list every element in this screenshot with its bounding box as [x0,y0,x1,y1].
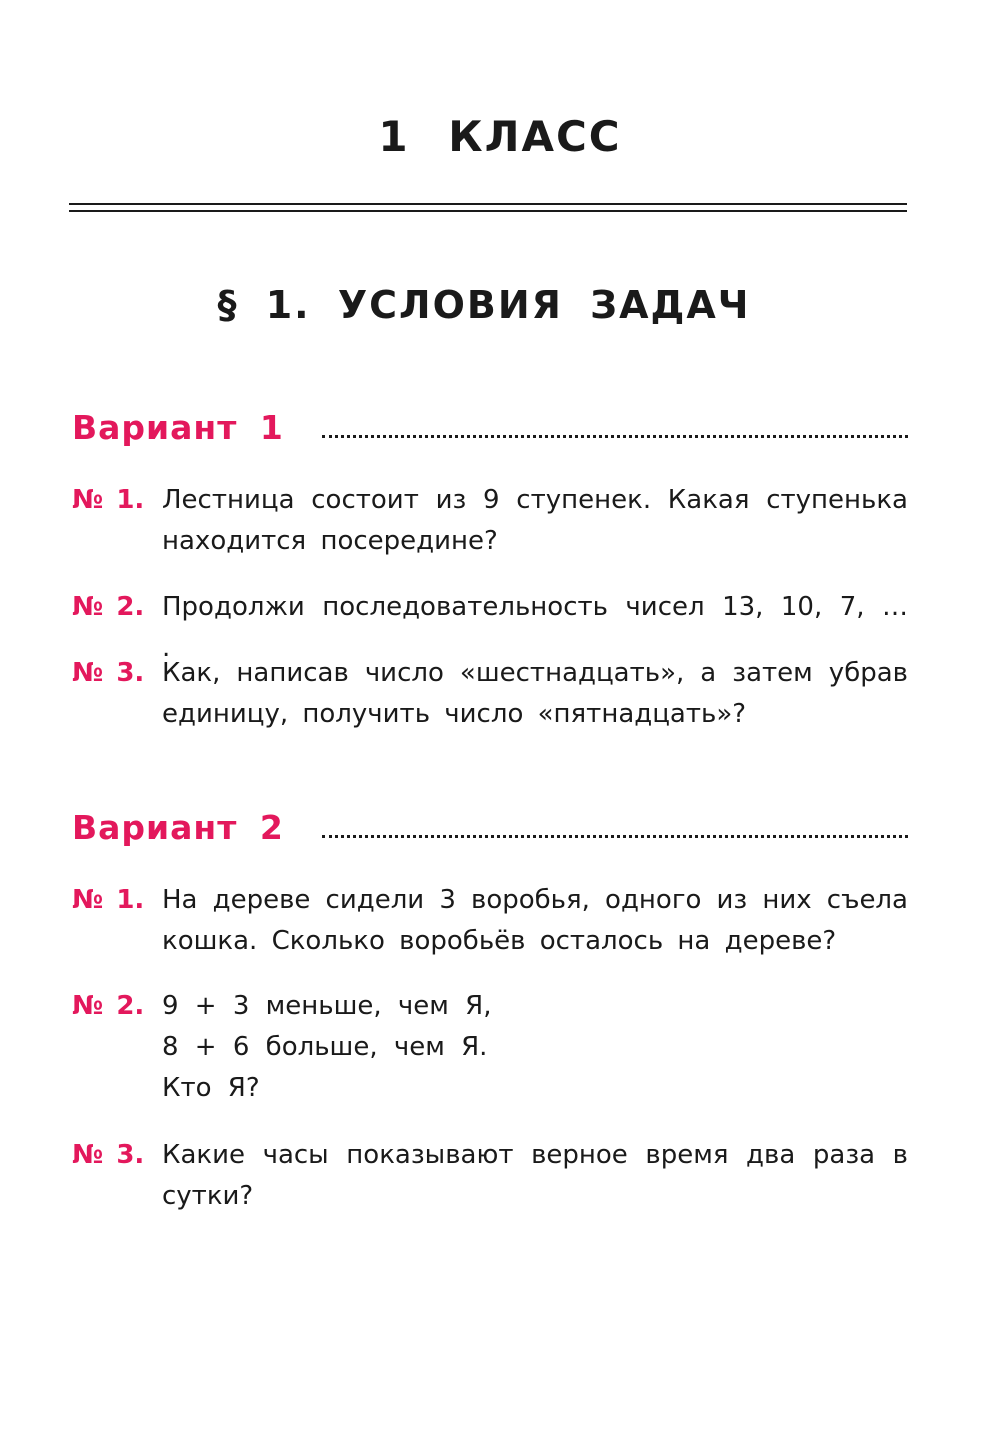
problem-number: № 3. [72,658,145,688]
dotted-leader [322,435,908,438]
variant-1-header [72,403,908,447]
variant-2-problem-2 [72,986,908,1109]
problem-text: Лестница состоит из 9 ступенек. Какая ступенька находится посередине? [162,485,908,556]
variant-2-problem-1 [72,880,908,962]
variant-1-problem-3 [72,653,908,735]
problem-number: № 1. [72,485,145,515]
variant-2-problem-3 [72,1135,908,1217]
variant-2-label: Вариант 2 [72,808,284,847]
problem-number: № 1. [72,885,145,915]
dotted-leader [322,835,908,838]
title-divider [69,203,907,212]
problem-line: 9 + 3 меньше, чем Я, [162,991,492,1021]
grade-title: 1 КЛАСС [378,112,622,161]
problem-line: Кто Я? [162,1073,260,1103]
section-title: § 1. УСЛОВИЯ ЗАДАЧ [217,283,751,327]
problem-number: № 2. [72,592,145,622]
problem-text: Как, написав число «шестнадцать», а затем убрав единицу, получить число «пятнадцать»? [162,658,908,729]
problem-line: 8 + 6 больше, чем Я. [162,1032,488,1062]
problem-text: Продолжи последовательность чисел 13, 10, 7, … . [162,592,908,663]
problem-number: № 2. [72,991,145,1021]
variant-1-problem-1 [72,480,908,562]
variant-2-header [72,803,908,847]
problem-number: № 3. [72,1140,145,1170]
problem-text: На дереве сидели 3 воробья, одного из них съела кошка. Сколько воробьёв осталось на дереве? [162,885,908,956]
problem-text: Какие часы показывают верное время два раза в сутки? [162,1140,908,1211]
variant-1-label: Вариант 1 [72,408,284,447]
